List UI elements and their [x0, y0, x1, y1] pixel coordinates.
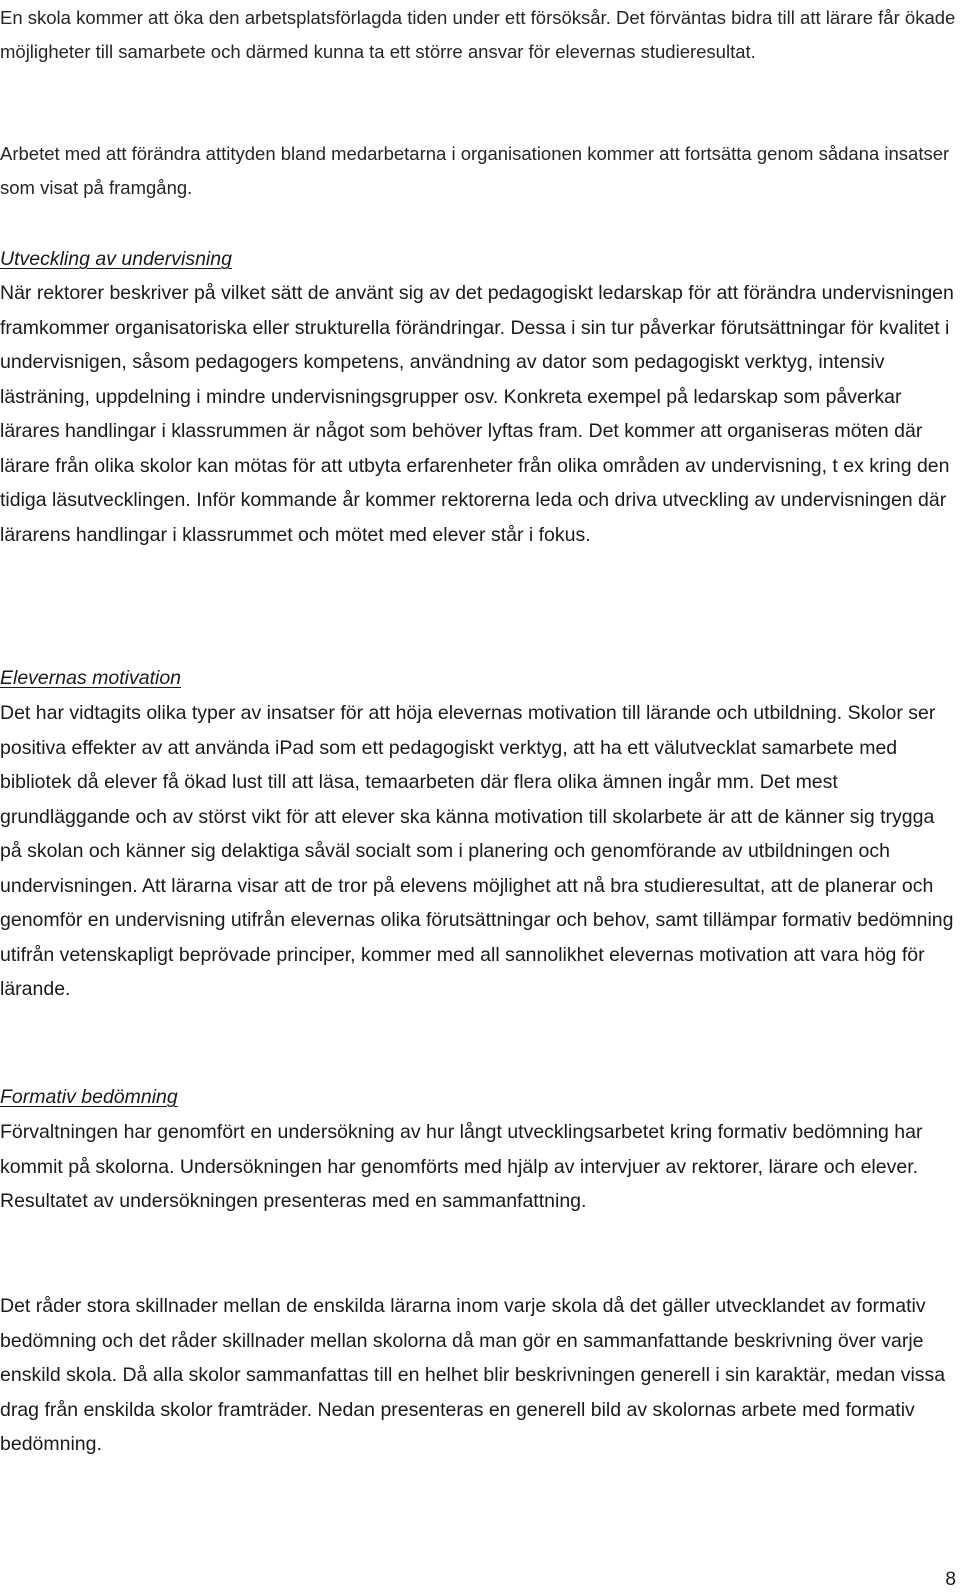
section-heading-teaching: Utveckling av undervisning [0, 248, 232, 270]
section-paragraph-motivation: Det har vidtagits olika typer av insatser för att höja elevernas motivation till lärande och utbildning. Skolor ser positiva effekter av att använda iPad som ett pedagogiskt verktyg, att ha ett välutvecklat samarbete med bibliotek då elever få ökad lust till att läsa, temaarbeten där flera olika ämnen ingår mm. Det mest grundläggande och av störst vikt för att elever ska känna motivation till skolarbete är att de känner sig trygga på skolan och känner sig delaktiga såväl socialt som i planering och genomförande av utbildningen och undervisningen. Att lärarna visar att de tror på elevens möjlighet att nå bra studieresultat, att de planerar och genomför en undervisning utifrån elevernas olika förutsättningar och behov, samt tillämpar formativ bedömning utifrån vetenskapligt beprövade principer, kommer med all sannolikhet elevernas motivation att vara hög för lärande. [0, 702, 954, 1000]
intro-paragraph-attitude: Arbetet med att förändra attityden bland medarbetarna i organisationen kommer att fortsätta genom sådana insatser som visat på framgång. [0, 143, 950, 198]
section-paragraph-teaching: När rektorer beskriver på vilket sätt de använt sig av det pedagogiskt ledarskap för att förändra undervisningen framkommer organisatoriska eller strukturella förändringar. Dessa i sin tur påverkar förutsättningar för kvalitet i undervisnigen, såsom pedagogers kompetens, användning av dator som pedagogiskt verktyg, intensiv lästräning, uppdelning i mindre undervisningsgrupper osv. Konkreta exempel på ledarskap som påverkar lärares handlingar i klassrummen är något som behöver lyftas fram. Det kommer att organiseras möten där lärare från olika skolor kan mötas för att utbyta erfarenheter från olika områden av undervisning, t ex kring den tidiga läsutvecklingen. Inför kommande år kommer rektorerna leda och driva utveckling av undervisningen där lärarens handlingar i klassrummet och mötet med elever står i fokus. [0, 282, 954, 546]
section-heading-motivation: Elevernas motivation [0, 667, 182, 689]
intro-paragraph: En skola kommer att öka den arbetsplatsförlagda tiden under ett försöksår. Det förväntas bidra till att lärare får ökade möjligheter till samarbete och därmed kunna ta ett större ansvar för elevernas studieresultat. [0, 7, 956, 62]
section-heading-formative-assessment: Formativ bedömning [0, 1086, 178, 1108]
section-paragraph-survey: Förvaltningen har genomfört en undersökning av hur långt utvecklingsarbetet kring formativ bedömning har kommit på skolorna. Undersökningen har genomförts med hjälp av intervjuer av rektorer, lärare och elever. Resultatet av undersökningen presenteras med en sammanfattning. [0, 1121, 923, 1212]
page-number: 8 [945, 1569, 956, 1590]
section-paragraph-differences: Det råder stora skillnader mellan de enskilda lärarna inom varje skola då det gäller utvecklandet av formativ bedömning och det råder skillnader mellan skolorna då man gör en sammanfattande beskrivning över varje enskild skola. Då alla skolor sammanfattas till en helhet blir beskrivningen generell i sin karaktär, medan vissa drag från enskilda skolor framträder. Nedan presenteras en generell bild av skolornas arbete med formativ bedömning. [0, 1295, 946, 1455]
